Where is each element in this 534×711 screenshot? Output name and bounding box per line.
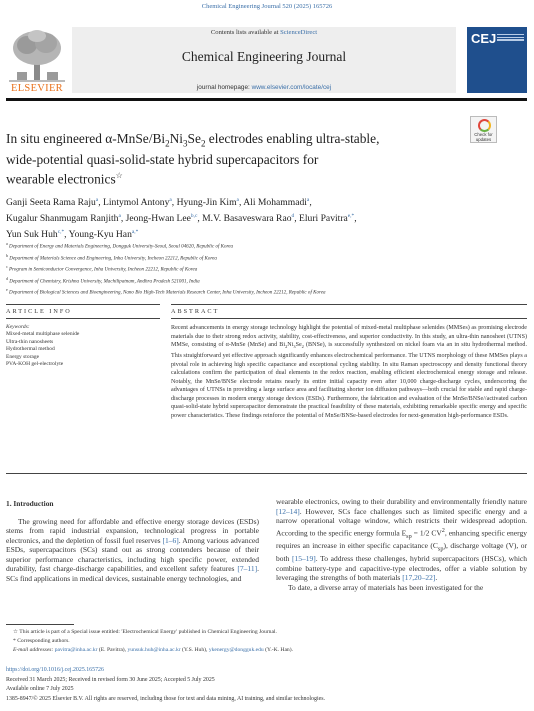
cover-subtitle-lines [497,34,524,44]
intro-left-column [6,499,259,583]
keywords-box [6,324,160,369]
author-affiliation-marker[interactable]: e,* [347,212,355,219]
contents-line [72,29,456,36]
author-affiliation-marker[interactable]: a [306,197,310,203]
affiliation-list [6,240,527,298]
footnote-rule [6,624,74,625]
check-for-updates-badge[interactable] [470,116,497,143]
article-info-subrule [6,318,160,319]
author-affiliation-marker[interactable]: a [118,212,121,219]
email-link[interactable]: pavitra@inha.ac.kr [54,646,98,653]
elsevier-tree-icon [9,28,65,82]
article-info-rule [6,304,160,305]
abstract-bottom-rule [6,473,527,474]
article-title: In situ engineered $\alpha-MnSe/Bi_2Ni_3Se_2$ electrodes enabling ultra-stable, wide-potential quasi-solid-state hybrid supercapacitors for wearable electronics☆ [6,131,380,187]
intro-paragraph-continued: wearable electronics, owing to their durability and environmentally friendly nature [12–14]. However, SCs face challenges such as limited specific energy and a narrow operational voltage window, which restricts their widespread adoption. According to the specific energy formula $E_{sp} = 1/2$ $CV^2$, enhancing specific energy requires an increase in either specific capacitance $(C_{sp})$, discharge voltage (V), or both [15–19]. To address these challenges, hybrid supercapacitors (HSCs), which combine battery-type and capacitive-type electrodes, offer a viable solution by leveraging the strengths of both materials [17,20–22]. [276,497,527,582]
article-info-heading: ARTICLE INFO [6,308,72,315]
journal-cover-thumbnail[interactable] [467,27,527,93]
publication-info [6,666,527,704]
keyword-item: Ultra-thin nanosheets [6,338,54,345]
contents-prefix: Contents lists available at [210,29,281,36]
author-affiliation-marker[interactable]: a [169,197,172,203]
author-name[interactable]: Jeong-Hwan Lee [125,212,191,224]
intro-paragraph: The growing need for affordable and effective energy storage devices (ESDs) stems from rapid industrial expansion, technological progress in portable electronics, and the depletion of fossil fuel reserves [1–6]. Among various advanced ESDs, supercapacitors (SCs) stand out as strong contenders because of their superior performance characteristics, including high specific power, extended durability, fast charge-discharge capabilities, and excellent safety features [7–11]. SCs find applications in medical devices, sustainable energy technologies, and [6,516,259,583]
citation-link[interactable]: [7–11] [237,564,258,573]
copyright-line: 1385-8947/© 2025 Elsevier B.V. All rights are reserved, including those for text and data mining, AI training, and similar technologies. [6,695,325,702]
abstract-rule [171,304,527,305]
email-link[interactable]: ykenergy@dongguk.edu [208,646,264,653]
homepage-link[interactable]: www.elsevier.com/locate/cej [251,84,332,91]
doi-link[interactable]: https://doi.org/10.1016/j.cej.2025.165726 [6,667,104,673]
affiliation-item: $^a$ Department of Energy and Materials Engineering, Dongguk University-Seoul, Seoul 04620, Republic of Korea [6,241,234,250]
sciencedirect-link[interactable]: ScienceDirect [280,29,318,36]
footnotes [6,628,527,654]
online-date: Available online 7 July 2025 [6,686,74,693]
author-name[interactable]: Kugalur Shanmugam Ranjith [6,212,119,224]
author-affiliation-marker[interactable]: a [95,197,99,203]
keywords-label: Keywords: [6,324,30,330]
keywords-list [6,331,160,369]
elsevier-wordmark: ELSEVIER [11,83,63,94]
citation-link[interactable]: [17,20–22] [402,573,436,582]
author-affiliation-marker[interactable]: b,c [190,212,198,219]
abstract-text: Recent advancements in energy storage technology highlight the potential of mixed-metal multiphase selenides (MMSes) as promising electrode materials due to their strong redox activity, stability, cost-effectiveness, and superior conductivity. In this study, an ultra-thin nanosheet (UTNS) MMSe, consisting of α-MnSe (MnSe) and $Bi_2Ni_3Se_2$ (BNSe), is successfully synthesized on nickel foam via an in situ hydrothermal method. This straightforward yet effective approach significantly enhances electrochemical performance. The UTNS morphology of these MMSes plays a pivotal role in achieving high specific capacitance and exceptional cycling stability. In situ Raman spectroscopy and density functional theory calculations confirm the participation of dual elements in the redox reaction, enabling efficient electrochemical energy storage and release. Notably, the MnSe/BNSe electrode retains nearly its entire initial capacity even after 10,000 charge-discharge cycles, underscoring the advantages of UTNSs in providing a large surface area and facilitating shorter ion diffusion pathways—both crucial for stable and rapid charge-discharge processes in modern energy storage devices (ESDs). Furthermore, the fabrication and evaluation of the MnSe/BNSe//activated carbon quasi-solid-state hybrid supercapacitor demonstrate the practical feasibility of these materials, exhibiting remarkable specific energy and specific power characteristics. These findings reinforce the potential of MnSe/BNSe-based electrodes for next-generation high-performance ESDs. [171,325,527,419]
keyword-item: Hydrothermal method [6,346,55,352]
author-name[interactable]: Hyung-Jin Kim [176,197,237,209]
elsevier-logo[interactable] [6,27,68,97]
affiliation-item: $^b$ Department of Materials Science and Engineering, Inha University, Incheon 22212, Republic of Korea [6,252,217,262]
citation-link[interactable]: [15–19] [292,554,316,563]
intro-right-column [276,497,527,592]
email-addresses: E-mail addresses: pavitra@inha.ac.kr (E. Pavitra), yunsuk.huh@inha.ac.kr (Y.S. Huh), ykenergy@dongguk.edu (Y.-K. Han). [13,646,293,653]
intro-heading: 1. Introduction [6,499,54,508]
keyword-item: Mixed-metal multiphase selenide [6,331,80,337]
abstract-subrule [171,318,527,319]
email-link[interactable]: yunsuk.huh@inha.ac.kr [127,646,181,653]
keyword-item: PVA-KOH gel-electrolyte [6,361,64,367]
affiliation-item: $^d$ Department of Chemistry, Krishna University, Machilipatnam, Andhra Pradesh 521001, India [6,275,200,285]
author-name[interactable]: Eluri Pavitra [299,212,348,224]
cover-title: CEJ [471,31,497,46]
journal-title: Chemical Engineering Journal [181,49,347,64]
journal-reference[interactable]: Chemical Engineering Journal 520 (2025) 165726 [201,3,333,10]
special-issue-note: ☆ This article is part of a Special issue entitled: 'Electrochemical Energy' published in Chemical Engineering Journal. [13,629,277,635]
affiliation-item: $^c$ Program in Semiconductor Convergence, Inha University, Incheon 22212, Republic of Korea [6,264,198,273]
title-footnote-link[interactable]: ☆ [115,170,123,180]
intro-paragraph-2: To date, a diverse array of materials has been investigated for the [288,582,484,592]
author-affiliation-marker[interactable]: d [291,212,295,219]
author-name[interactable]: Lintymol Antony [103,197,170,209]
corresponding-note: * Corresponding authors. [13,637,70,644]
abstract-heading: ABSTRACT [171,308,220,315]
masthead-rule [6,98,527,101]
author-affiliation-marker[interactable]: a [236,197,239,203]
check-updates-icon [478,119,491,132]
keyword-item: Energy storage [6,353,40,360]
homepage-line [72,84,456,91]
author-name[interactable]: Young-Kyu Han [68,228,132,240]
author-affiliation-marker[interactable]: c,* [57,228,65,235]
masthead [6,27,527,97]
check-updates-label: Check for updates [474,132,493,142]
affiliation-item: $^e$ Department of Biological Sciences and Bioengineering, Nano Bio High-Tech Materials Research Center, Inha University, Incheon 22212, Republic of Korea [6,287,326,296]
author-name[interactable]: M.V. Basaveswara Rao [202,212,292,224]
citation-link[interactable]: [1–6] [162,535,179,545]
author-name[interactable]: Ganji Seeta Rama Raju [6,197,96,209]
author-name[interactable]: Ali Mohammadi [243,197,307,209]
citation-link[interactable]: [12–14] [276,506,300,516]
author-name[interactable]: Yun Suk Huh [6,228,58,240]
received-dates: Received 31 March 2025; Received in revised form 30 June 2025; Accepted 5 July 2025 [6,676,215,683]
author-list: Ganji Seeta Rama Raju$^a$, Lintymol Antony$^a$, Hyung-Jin Kim$^a$, Ali Mohammadi$^a$, Kugalur Shanmugam Ranjith$^a$, Jeong-Hwan Lee$^{b,c}$, M.V. Basaveswara Rao$^d$, Eluri Pavitra$^{e,*}$, Yun Suk Huh$^{c,*}$, Young-Kyu Han$^{a,*}$ [6,197,357,240]
author-affiliation-marker[interactable]: a,* [131,228,139,235]
journal-banner [72,27,456,93]
homepage-label: journal homepage: [196,84,252,91]
